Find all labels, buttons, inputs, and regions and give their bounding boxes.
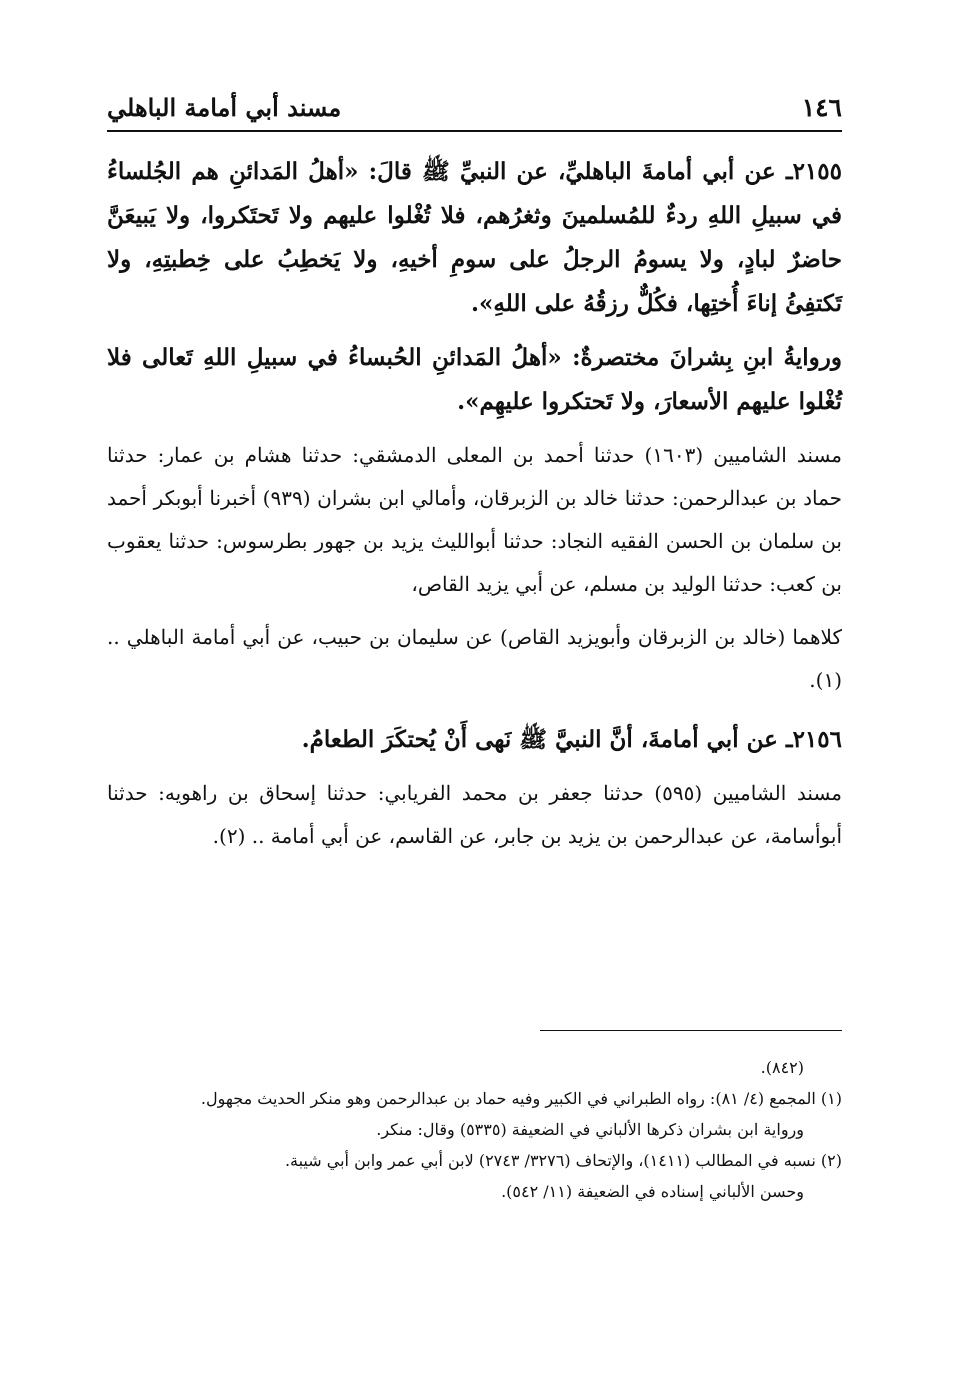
footnote-1: (١) المجمع (٤/ ٨١): رواه الطبراني في الكبير وفيه حماد بن عبدالرحمن وهو منكر الحديث مجهول.	[200, 1089, 842, 1108]
footnote-carryover: (٨٤٢).	[760, 1058, 804, 1077]
hadith-2156-source: مسند الشاميين (٥٩٥) حدثنا جعفر بن محمد الفريابي: حدثنا إسحاق بن راهويه: حدثنا أبوأسامة، عن عبدالرحمن بن يزيد بن جابر، عن القاسم، عن أبي أمامة .. (٢).	[107, 781, 843, 848]
main-text	[107, 150, 842, 868]
footnote-2-continued: وحسن الألباني إسناده في الضعيفة (١١/ ٥٤٢).	[501, 1182, 804, 1201]
hadith-2155-source: مسند الشاميين (١٦٠٣) حدثنا أحمد بن المعلى الدمشقي: حدثنا هشام بن عمار: حدثنا حماد بن عبدالرحمن: حدثنا خالد بن الزبرقان، وأمالي ابن بشران (٩٣٩) أخبرنا أبوبكر أحمد بن سلمان بن الحسن الفقيه النجاد: حدثنا أبوالليث يزيد بن جهور بطرسوس: حدثنا يعقوب بن كعب: حدثنا الوليد بن مسلم، عن أبي يزيد القاص،	[107, 443, 843, 596]
footnote-rule	[540, 1030, 842, 1031]
hadith-2155-chain: كلاهما (خالد بن الزبرقان وأبويزيد القاص) عن سليمان بن حبيب، عن أبي أمامة الباهلي .. (١).	[107, 625, 842, 692]
page-number: ١٤٦	[801, 93, 842, 122]
hadith-2155-variant: وروايةُ ابنِ بِشرانَ مختصرةٌ: «أهلُ المَدائنِ الحُبساءُ في سبيلِ اللهِ تَعالى فلا تُغْلوا عليهم الأسعارَ، ولا تَحتكروا عليهِم».	[107, 344, 842, 415]
running-header	[107, 88, 842, 128]
hadith-2155-text: ٢١٥٥ـ عن أبي أمامةَ الباهليِّ، عن النبيِّ ﷺ قالَ: «أهلُ المَدائنِ هم الجُلساءُ في سبيلِ اللهِ ردءٌ للمُسلمينَ وثغرُهم، فلا تُغْلوا عليهم ولا تَحتَكروا، ولا يَبيعَنَّ حاضرٌ لبادٍ، ولا يسومُ الرجلُ على سومِ أخيهِ، ولا يَخطِبُ على خِطبتِهِ، ولا تَكتفِئُ إناءَ أُختِها، فكُلٌّ رزقُهُ على اللهِ».	[107, 158, 842, 317]
hadith-2156-text: ٢١٥٦ـ عن أبي أمامةَ، أنَّ النبيَّ ﷺ نَهى أَنْ يُحتكَرَ الطعامُ.	[301, 726, 842, 753]
running-title: مسند أبي أمامة الباهلي	[107, 93, 342, 122]
footnotes	[107, 1052, 842, 1207]
header-rule	[107, 130, 842, 132]
footnote-2: (٢) نسبه في المطالب (١٤١١)، والإتحاف (٣٢٧٦/ ٢٧٤٣) لابن أبي عمر وابن أبي شيبة.	[284, 1151, 842, 1170]
footnote-1-continued: ورواية ابن بشران ذكرها الألباني في الضعيفة (٥٣٣٥) وقال: منكر.	[376, 1120, 804, 1139]
